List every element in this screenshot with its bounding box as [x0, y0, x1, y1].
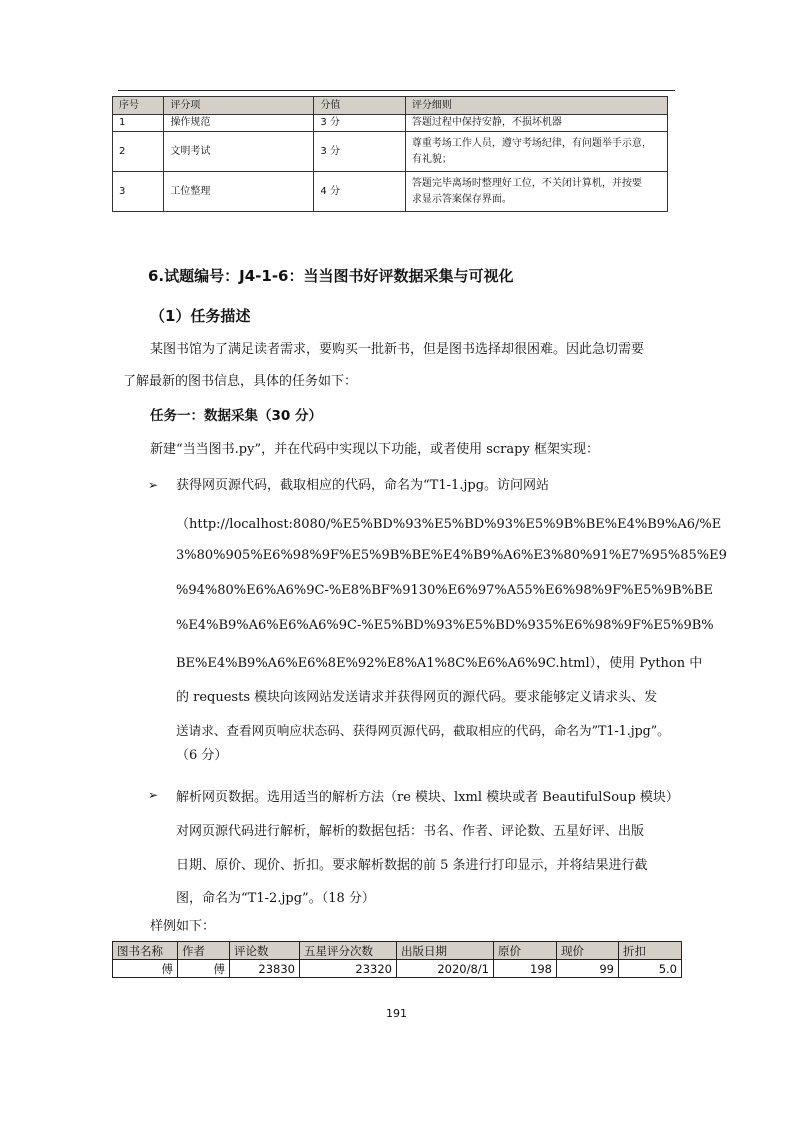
- cell-detail: [405, 172, 667, 212]
- url-line: %94%80%E6%A6%9C-%E8%BF%9130%E6%97%A55%E6%98%9F%E5%9B%BE: [176, 583, 713, 598]
- detail-line: 答题完毕离场时整理好工位，不关闭计算机，并按要: [411, 177, 642, 189]
- table-row: [113, 960, 682, 978]
- intro-line: 某图书馆为了满足读者需求，要购买一批新书，但是图书选择却很困难。因此急切需要: [150, 342, 645, 357]
- cell: 傅: [113, 960, 178, 978]
- header-cell: 作者: [178, 942, 230, 960]
- url-line: %E4%B9%A6%E6%A6%9C-%E5%BD%93%E5%BD%935%E6%98%9F%E5%9B%: [176, 618, 714, 633]
- cell: 99: [557, 960, 619, 978]
- cell-item: 操作规范: [164, 115, 314, 132]
- cell-no: 1: [113, 115, 164, 132]
- header-cell: 评论数: [230, 942, 300, 960]
- detail-line: 有礼貌；: [411, 153, 452, 165]
- header-cell: 折扣: [619, 942, 682, 960]
- header-cell: 现价: [557, 942, 619, 960]
- detail-line: 尊重考场工作人员，遵守考场纪律，有问题举手示意，: [411, 137, 652, 149]
- header-cell: 原价: [494, 942, 557, 960]
- url-line: （http://localhost:8080/%E5%BD%93%E5%BD%93%E5%9B%BE%E4%B9%A6/%E: [176, 517, 722, 532]
- sample-table: [112, 941, 682, 978]
- cell: 傅: [178, 960, 230, 978]
- cell: 23320: [300, 960, 397, 978]
- task-title: 任务一：数据采集（30 分）: [150, 408, 322, 424]
- url-line: 送请求、查看网页响应状态码、获得网页源代码，截取相应的代码，命名为”T1-1.jpg”。: [176, 723, 670, 738]
- bullet2-line: 图，命名为“T1-2.jpg”。（18 分）: [176, 891, 375, 906]
- header-cell: 分值: [314, 97, 405, 115]
- cell: 2020/8/1: [397, 960, 494, 978]
- header-cell: 图书名称: [113, 942, 178, 960]
- bullet2-line: 解析网页数据。选用适当的解析方法（re 模块、lxml 模块或者 BeautifulSoup 模块）: [176, 790, 679, 805]
- table-row: [113, 132, 668, 172]
- header-rule: [118, 90, 675, 91]
- detail-line: 求显示答案保存界面。: [411, 193, 512, 205]
- cell: 5.0: [619, 960, 682, 978]
- cell-score: 4 分: [314, 172, 405, 212]
- cell-item: 文明考试: [164, 132, 314, 172]
- intro-line: 了解最新的图书信息，具体的任务如下：: [123, 374, 358, 389]
- cell: 198: [494, 960, 557, 978]
- section-title: 6.试题编号：J4-1-6：当当图书好评数据采集与可视化: [148, 267, 514, 285]
- table-header-row: [113, 942, 682, 960]
- sample-label: 样例如下：: [150, 919, 216, 934]
- url-line: 的 requests 模块向该网站发送请求并获得网页的源代码。要求能够定义请求头、发: [176, 690, 658, 705]
- page-number: 191: [386, 1007, 407, 1020]
- bullet2-line: 对网页源代码进行解析，解析的数据包括：书名、作者、评论数、五星好评、出版: [176, 824, 645, 839]
- header-cell: 五星评分次数: [300, 942, 397, 960]
- header-cell: 出版日期: [397, 942, 494, 960]
- subsection-title: （1）任务描述: [150, 307, 251, 325]
- cell-no: 3: [113, 172, 164, 212]
- header-cell: 评分项: [164, 97, 314, 115]
- table-header-row: [113, 97, 668, 115]
- url-line: BE%E4%B9%A6%E6%8E%92%E8%A1%8C%E6%A6%9C.html），使用 Python 中: [176, 656, 703, 671]
- score-table: [112, 96, 668, 212]
- header-cell: 序号: [113, 97, 164, 115]
- table-row: [113, 172, 668, 212]
- table-row: [113, 115, 668, 132]
- bullet-arrow-icon: ➢: [148, 478, 159, 492]
- bullet1-text: 获得网页源代码，截取相应的代码，命名为“T1-1.jpg。访问网站: [176, 478, 550, 493]
- cell-no: 2: [113, 132, 164, 172]
- task-intro: 新建“当当图书.py”，并在代码中实现以下功能，或者使用 scrapy 框架实现：: [150, 442, 599, 457]
- bullet-arrow-icon: ➢: [148, 788, 159, 802]
- header-cell: 评分细则: [405, 97, 667, 115]
- cell-detail: 答题过程中保持安静，不损坏机器: [405, 115, 667, 132]
- cell-detail: [405, 132, 667, 172]
- cell-score: 3 分: [314, 115, 405, 132]
- cell: 23830: [230, 960, 300, 978]
- url-line: （6 分）: [176, 748, 228, 763]
- bullet2-line: 日期、原价、现价、折扣。要求解析数据的前 5 条进行打印显示，并将结果进行截: [176, 858, 648, 873]
- cell-item: 工位整理: [164, 172, 314, 212]
- url-line: 3%80%905%E6%98%9F%E5%9B%BE%E4%B9%A6%E3%80%91%E7%95%85%E9: [176, 548, 727, 563]
- cell-score: 3 分: [314, 132, 405, 172]
